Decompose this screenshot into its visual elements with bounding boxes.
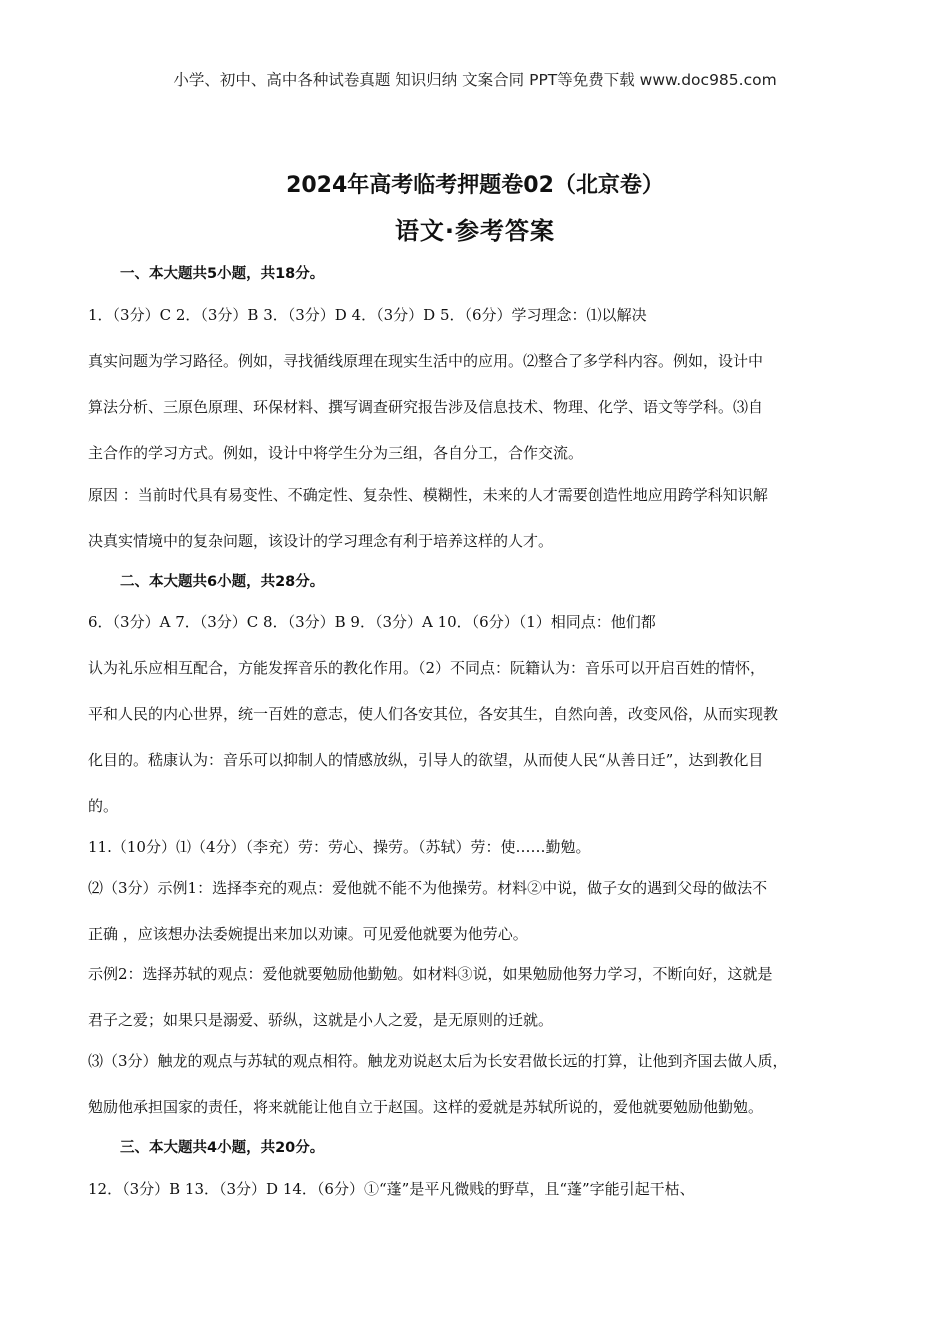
- answer-line: 主合作的学习方式。例如，设计中将学生分为三组，各自分工，合作交流。: [88, 444, 584, 462]
- exam-subtitle: 语文·参考答案: [394, 217, 556, 245]
- site-header: 小学、初中、高中各种试卷真题 知识归纳 文案合同 PPT等免费下载 www.doc985.com: [173, 71, 777, 89]
- answer-line: 君子之爱；如果只是溺爱、骄纵，这就是小人之爱，是无原则的迁就。: [88, 1011, 554, 1029]
- answer-line: 正确 ，应该想办法委婉提出来加以劝谏。可见爱他就要为他劳心。: [88, 925, 528, 943]
- answer-line: 算法分析、三原色原理、环保材料、撰写调查研究报告涉及信息技术、物理、化学、语文等学科。⑶自: [88, 398, 764, 416]
- section-heading-2: 二、本大题共6小题，共28分。: [120, 574, 325, 590]
- section-heading-1: 一、本大题共5小题，共18分。: [120, 266, 325, 282]
- answer-line: 12．（3分）B 13．（3分）D 14．（6分）①“蓬”是平凡微贱的野草，且“蓬”字能引起干枯、: [88, 1180, 695, 1198]
- answer-line: 的。: [88, 797, 119, 815]
- answer-line: 真实问题为学习路径。例如，寻找循线原理在现实生活中的应用。⑵整合了多学科内容。例如，设计中: [88, 352, 764, 370]
- answer-line: 化目的。嵇康认为：音乐可以抑制人的情感放纵，引导人的欲望，从而使人民“从善日迁”，达到教化目: [88, 751, 764, 769]
- answer-line: 1．（3分）C 2．（3分）B 3．（3分）D 4．（3分）D 5．（6分）学习理念：⑴以解决: [88, 306, 647, 324]
- answer-line: ⑵（3分）示例1：选择李充的观点：爱他就不能不为他操劳。材料②中说，做子女的遇到父母的做法不: [88, 879, 768, 897]
- section-heading-3: 三、本大题共4小题，共20分。: [120, 1140, 325, 1156]
- answer-line: 认为礼乐应相互配合，方能发挥音乐的教化作用。（2）不同点：阮籍认为：音乐可以开启百姓的情怀，: [88, 659, 766, 677]
- exam-title: 2024年高考临考押题卷02（北京卷）: [286, 173, 664, 198]
- answer-line: 平和人民的内心世界，统一百姓的意志，使人们各安其位，各安其生，自然向善，改变风俗，从而实现教: [88, 705, 779, 723]
- answer-line: 11.（10分）⑴（4分）（李充）劳：劳心、操劳。（苏轼）劳：使……勤勉。: [88, 838, 591, 856]
- answer-line: 示例2：选择苏轼的观点：爱他就要勉励他勤勉。如材料③说，如果勉励他努力学习，不断向好，这就是: [88, 965, 773, 983]
- answer-line: 原因 ：当前时代具有易变性、不确定性、复杂性、模糊性，未来的人才需要创造性地应用跨学科知识解: [88, 486, 768, 504]
- answer-line: 6．（3分）A 7．（3分）C 8．（3分）B 9．（3分）A 10．（6分）（1）相同点：他们都: [88, 613, 656, 631]
- answer-line: 勉励他承担国家的责任，将来就能让他自立于赵国。这样的爱就是苏轼所说的，爱他就要勉励他勤勉。: [88, 1098, 764, 1116]
- answer-line: ⑶（3分）触龙的观点与苏轼的观点相符。触龙劝说赵太后为长安君做长远的打算，让他到齐国去做人质，: [88, 1052, 788, 1070]
- answer-line: 决真实情境中的复杂问题，该设计的学习理念有利于培养这样的人才。: [88, 532, 554, 550]
